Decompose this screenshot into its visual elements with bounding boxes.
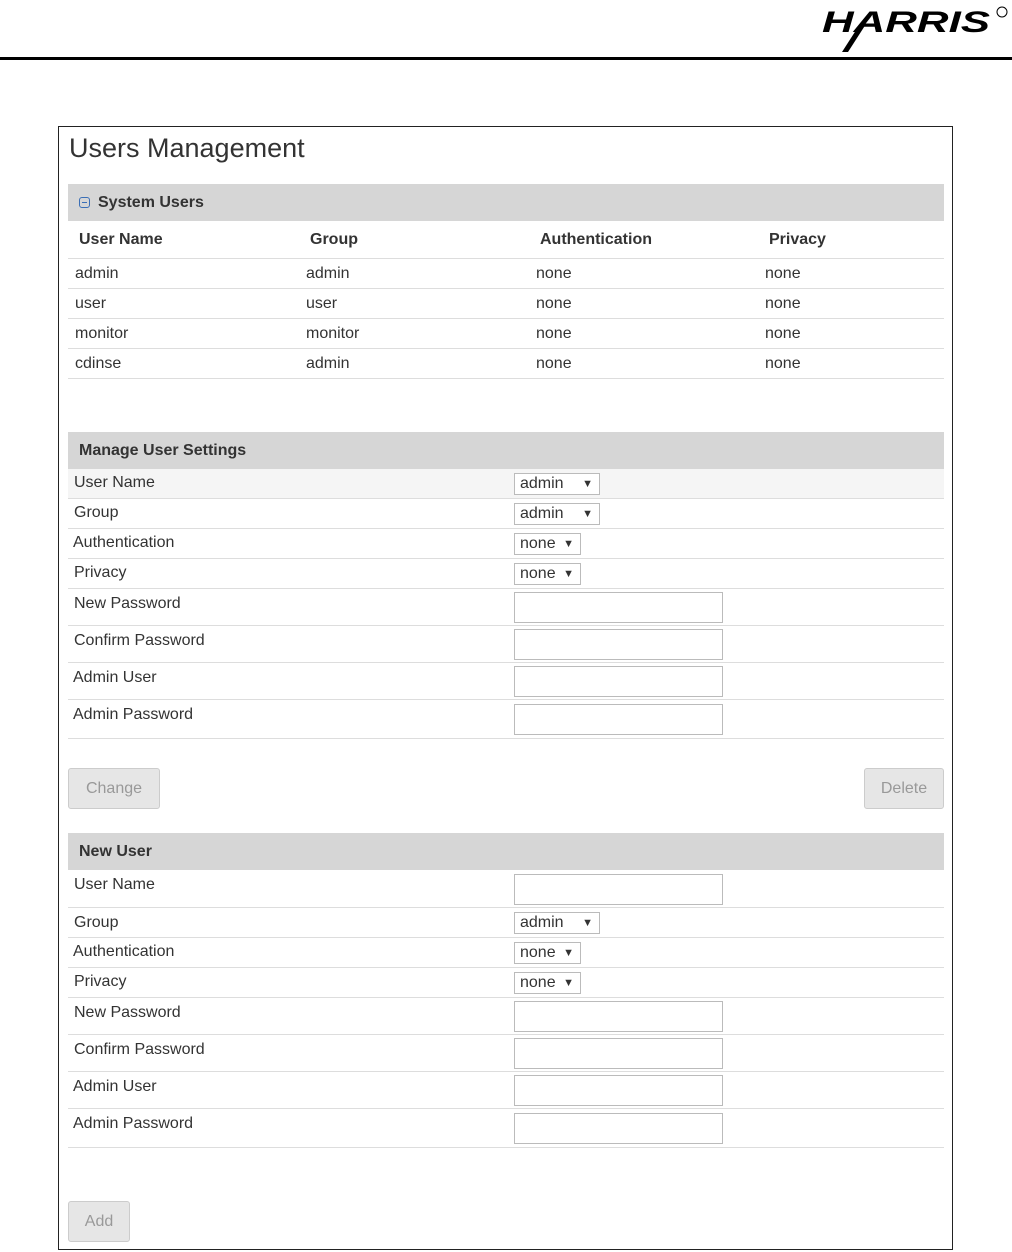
cell-group: user	[299, 289, 529, 319]
dropdown-arrow-icon: ▼	[563, 977, 574, 989]
document-header	[0, 0, 1012, 62]
new-password-label: New Password	[74, 595, 181, 612]
new-group-select[interactable]	[514, 912, 600, 934]
manage-authentication-select[interactable]	[514, 533, 581, 555]
new-user-name-input[interactable]	[514, 874, 723, 905]
authentication-label: Authentication	[73, 943, 175, 960]
new-authentication-row	[68, 938, 944, 968]
manage-authentication-row	[68, 529, 944, 559]
dropdown-arrow-icon: ▼	[582, 478, 593, 490]
new-group-row	[68, 908, 944, 938]
cell-authentication: none	[529, 349, 758, 379]
add-button[interactable]: Add	[68, 1201, 130, 1242]
cell-group: monitor	[299, 319, 529, 349]
select-value: admin	[520, 914, 564, 931]
new-new-password-input[interactable]	[514, 1001, 723, 1032]
column-header-user-name: User Name	[68, 221, 299, 259]
new-confirm-password-input[interactable]	[514, 1038, 723, 1069]
manage-user-settings-title: Manage User Settings	[79, 442, 247, 459]
system-users-title: System Users	[98, 194, 204, 211]
privacy-label: Privacy	[74, 973, 127, 990]
new-admin-user-input[interactable]	[514, 1075, 723, 1106]
confirm-password-label: Confirm Password	[74, 632, 205, 649]
new-user-name-row	[68, 870, 944, 908]
select-value: none	[520, 565, 556, 582]
group-label: Group	[74, 504, 119, 521]
cell-authentication: none	[529, 259, 758, 289]
new-user-header	[68, 833, 944, 870]
new-authentication-select[interactable]	[514, 942, 581, 964]
authentication-label: Authentication	[73, 534, 175, 551]
table-row[interactable]	[68, 319, 944, 349]
manage-user-settings-header	[68, 432, 944, 469]
select-value: none	[520, 535, 556, 552]
users-management-panel	[58, 126, 953, 1250]
new-new-password-row	[68, 998, 944, 1035]
manage-privacy-select[interactable]	[514, 563, 581, 585]
svg-text:HARRIS: HARRIS	[822, 6, 990, 39]
dropdown-arrow-icon: ▼	[563, 538, 574, 550]
cell-authentication: none	[529, 319, 758, 349]
admin-user-label: Admin User	[73, 1078, 157, 1095]
cell-user-name: user	[68, 289, 299, 319]
cell-privacy: none	[758, 349, 944, 379]
manage-confirm-password-row	[68, 626, 944, 663]
new-password-label: New Password	[74, 1004, 181, 1021]
confirm-password-label: Confirm Password	[74, 1041, 205, 1058]
new-admin-user-row	[68, 1072, 944, 1109]
cell-group: admin	[299, 349, 529, 379]
manage-group-select[interactable]	[514, 503, 600, 525]
manage-group-row	[68, 499, 944, 529]
dropdown-arrow-icon: ▼	[582, 917, 593, 929]
privacy-label: Privacy	[74, 564, 127, 581]
admin-password-label: Admin Password	[73, 1115, 194, 1132]
collapse-icon[interactable]	[79, 197, 90, 208]
column-header-privacy: Privacy	[758, 221, 944, 259]
table-row[interactable]	[68, 259, 944, 289]
new-privacy-select[interactable]	[514, 972, 581, 994]
new-admin-password-input[interactable]	[514, 1113, 723, 1144]
select-value: admin	[520, 505, 564, 522]
table-row[interactable]	[68, 289, 944, 319]
new-confirm-password-row	[68, 1035, 944, 1072]
manage-privacy-row	[68, 559, 944, 589]
table-header-row	[68, 221, 944, 259]
harris-logo	[820, 2, 1010, 54]
user-name-label: User Name	[74, 474, 155, 491]
column-header-authentication: Authentication	[529, 221, 758, 259]
header-rule	[0, 57, 1012, 60]
admin-password-label: Admin Password	[73, 706, 194, 723]
group-label: Group	[74, 914, 119, 931]
table-row[interactable]	[68, 349, 944, 379]
cell-user-name: admin	[68, 259, 299, 289]
manage-admin-user-input[interactable]	[514, 666, 723, 697]
cell-privacy: none	[758, 289, 944, 319]
manage-new-password-row	[68, 589, 944, 626]
dropdown-arrow-icon: ▼	[563, 947, 574, 959]
page-title: Users Management	[69, 133, 305, 163]
manage-admin-password-row	[68, 700, 944, 739]
user-name-label: User Name	[74, 876, 155, 893]
cell-privacy: none	[758, 319, 944, 349]
change-button[interactable]: Change	[68, 768, 160, 809]
admin-user-label: Admin User	[73, 669, 157, 686]
select-value: none	[520, 944, 556, 961]
column-header-group: Group	[299, 221, 529, 259]
cell-group: admin	[299, 259, 529, 289]
system-users-table	[68, 221, 944, 379]
manage-user-name-row	[68, 469, 944, 499]
cell-user-name: monitor	[68, 319, 299, 349]
manage-user-name-select[interactable]	[514, 473, 600, 495]
cell-authentication: none	[529, 289, 758, 319]
manage-admin-password-input[interactable]	[514, 704, 723, 735]
manage-new-password-input[interactable]	[514, 592, 723, 623]
delete-button[interactable]: Delete	[864, 768, 944, 809]
new-user-title: New User	[79, 843, 152, 860]
cell-user-name: cdinse	[68, 349, 299, 379]
cell-privacy: none	[758, 259, 944, 289]
manage-confirm-password-input[interactable]	[514, 629, 723, 660]
manage-admin-user-row	[68, 663, 944, 700]
select-value: admin	[520, 475, 564, 492]
select-value: none	[520, 974, 556, 991]
dropdown-arrow-icon: ▼	[563, 568, 574, 580]
dropdown-arrow-icon: ▼	[582, 508, 593, 520]
new-privacy-row	[68, 968, 944, 998]
new-admin-password-row	[68, 1109, 944, 1148]
system-users-header[interactable]	[68, 184, 944, 221]
